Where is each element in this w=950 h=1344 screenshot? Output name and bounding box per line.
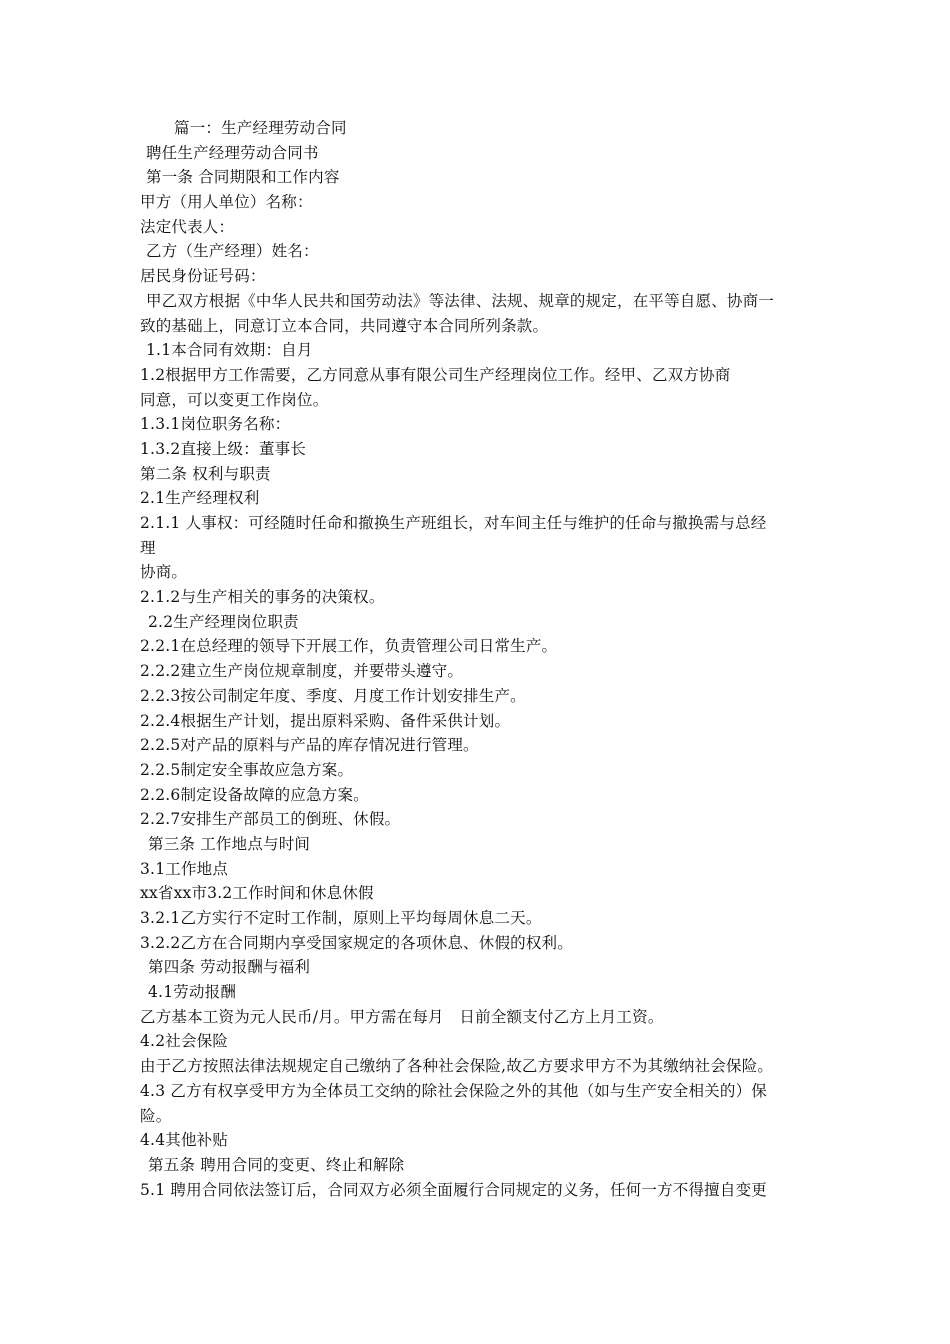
clause-2-2: 2.2生产经理岗位职责 — [148, 612, 299, 631]
article-2-heading: 第二条 权利与职责 — [140, 464, 271, 483]
party-b-name: 乙方（生产经理）姓名： — [146, 242, 319, 261]
clause-2-2-6: 2.2.6制定设备故障的应急方案。 — [140, 785, 369, 804]
contract-heading: 聘任生产经理劳动合同书 — [146, 143, 319, 162]
clause-3-2-2: 3.2.2乙方在合同期内享受国家规定的各项休息、休假的权利。 — [140, 933, 573, 952]
clause-1-3-2: 1.3.2直接上级：董事长 — [140, 439, 307, 458]
document-title: 篇一：生产经理劳动合同 — [174, 119, 347, 137]
clause-2-2-5b: 2.2.5制定安全事故应急方案。 — [140, 760, 354, 779]
party-a-name: 甲方（用人单位）名称： — [140, 193, 313, 212]
clause-2-2-4: 2.2.4根据生产计划，提出原料采购、备件采供计划。 — [140, 711, 511, 730]
paragraph-line: 甲乙双方根据《中华人民共和国劳动法》等法律、法规、规章的规定，在平等自愿、协商一 — [146, 291, 775, 310]
clause-1-1: 1.1本合同有效期：自月 — [146, 341, 313, 360]
paragraph-line: 险。 — [140, 1106, 172, 1125]
clause-4-4: 4.4其他补贴 — [140, 1131, 229, 1150]
article-5-heading: 第五条 聘用合同的变更、终止和解除 — [148, 1155, 405, 1174]
clause-2-1-1: 2.1.1 人事权：可经随时任命和撤换生产班组长，对车间主任与维护的任命与撤换需与总经 — [140, 514, 767, 532]
clause-5-1: 5.1 聘用合同依法签订后，合同双方必须全面履行合同规定的义务，任何一方不得擅自变更 — [140, 1180, 767, 1199]
paragraph-line: 同意，可以变更工作岗位。 — [140, 390, 329, 409]
clause-1-3-1: 1.3.1岗位职务名称： — [140, 415, 291, 434]
paragraph-line: 致的基础上，同意订立本合同，共同遵守本合同所列条款。 — [140, 316, 549, 335]
clause-4-3: 4.3 乙方有权享受甲方为全体员工交纳的除社会保险之外的其他（如与生产安全相关的）保 — [140, 1081, 767, 1100]
clause-1-2: 1.2根据甲方工作需要，乙方同意从事有限公司生产经理岗位工作。经甲、乙双方协商 — [140, 365, 731, 384]
clause-2-2-3: 2.2.3按公司制定年度、季度、月度工作计划安排生产。 — [140, 686, 526, 705]
clause-2-2-5: 2.2.5对产品的原料与产品的库存情况进行管理。 — [140, 736, 479, 755]
article-4-heading: 第四条 劳动报酬与福利 — [148, 958, 311, 977]
clause-2-2-1: 2.2.1在总经理的领导下开展工作，负责管理公司日常生产。 — [140, 637, 558, 656]
insurance-paragraph: 由于乙方按照法律法规规定自己缴纳了各种社会保险,故乙方要求甲方不为其缴纳社会保险。 — [140, 1057, 774, 1076]
clause-4-1: 4.1劳动报酬 — [148, 983, 237, 1002]
paragraph-line: 协商。 — [140, 563, 188, 582]
legal-representative: 法定代表人： — [140, 217, 235, 236]
clause-2-1-2: 2.1.2与生产相关的事务的决策权。 — [140, 588, 385, 607]
salary-paragraph: 乙方基本工资为元人民币/月。甲方需在每月 日前全额支付乙方上月工资。 — [140, 1007, 664, 1026]
clause-2-1: 2.1生产经理权利 — [140, 489, 260, 508]
clause-3-2: xx省xx市3.2工作时间和休息休假 — [140, 884, 374, 903]
paragraph-line: 理 — [140, 538, 156, 557]
id-number: 居民身份证号码： — [140, 267, 266, 286]
clause-3-2-1: 3.2.1乙方实行不定时工作制，原则上平均每周休息二天。 — [140, 909, 542, 927]
article-1-heading: 第一条 合同期限和工作内容 — [146, 168, 340, 187]
clause-2-2-2: 2.2.2建立生产岗位规章制度，并要带头遵守。 — [140, 662, 464, 681]
article-3-heading: 第三条 工作地点与时间 — [148, 834, 311, 853]
document-body — [140, 116, 830, 1202]
clause-2-2-7: 2.2.7安排生产部员工的倒班、休假。 — [140, 810, 401, 829]
clause-3-1: 3.1工作地点 — [140, 859, 229, 878]
clause-4-2: 4.2社会保险 — [140, 1032, 229, 1051]
